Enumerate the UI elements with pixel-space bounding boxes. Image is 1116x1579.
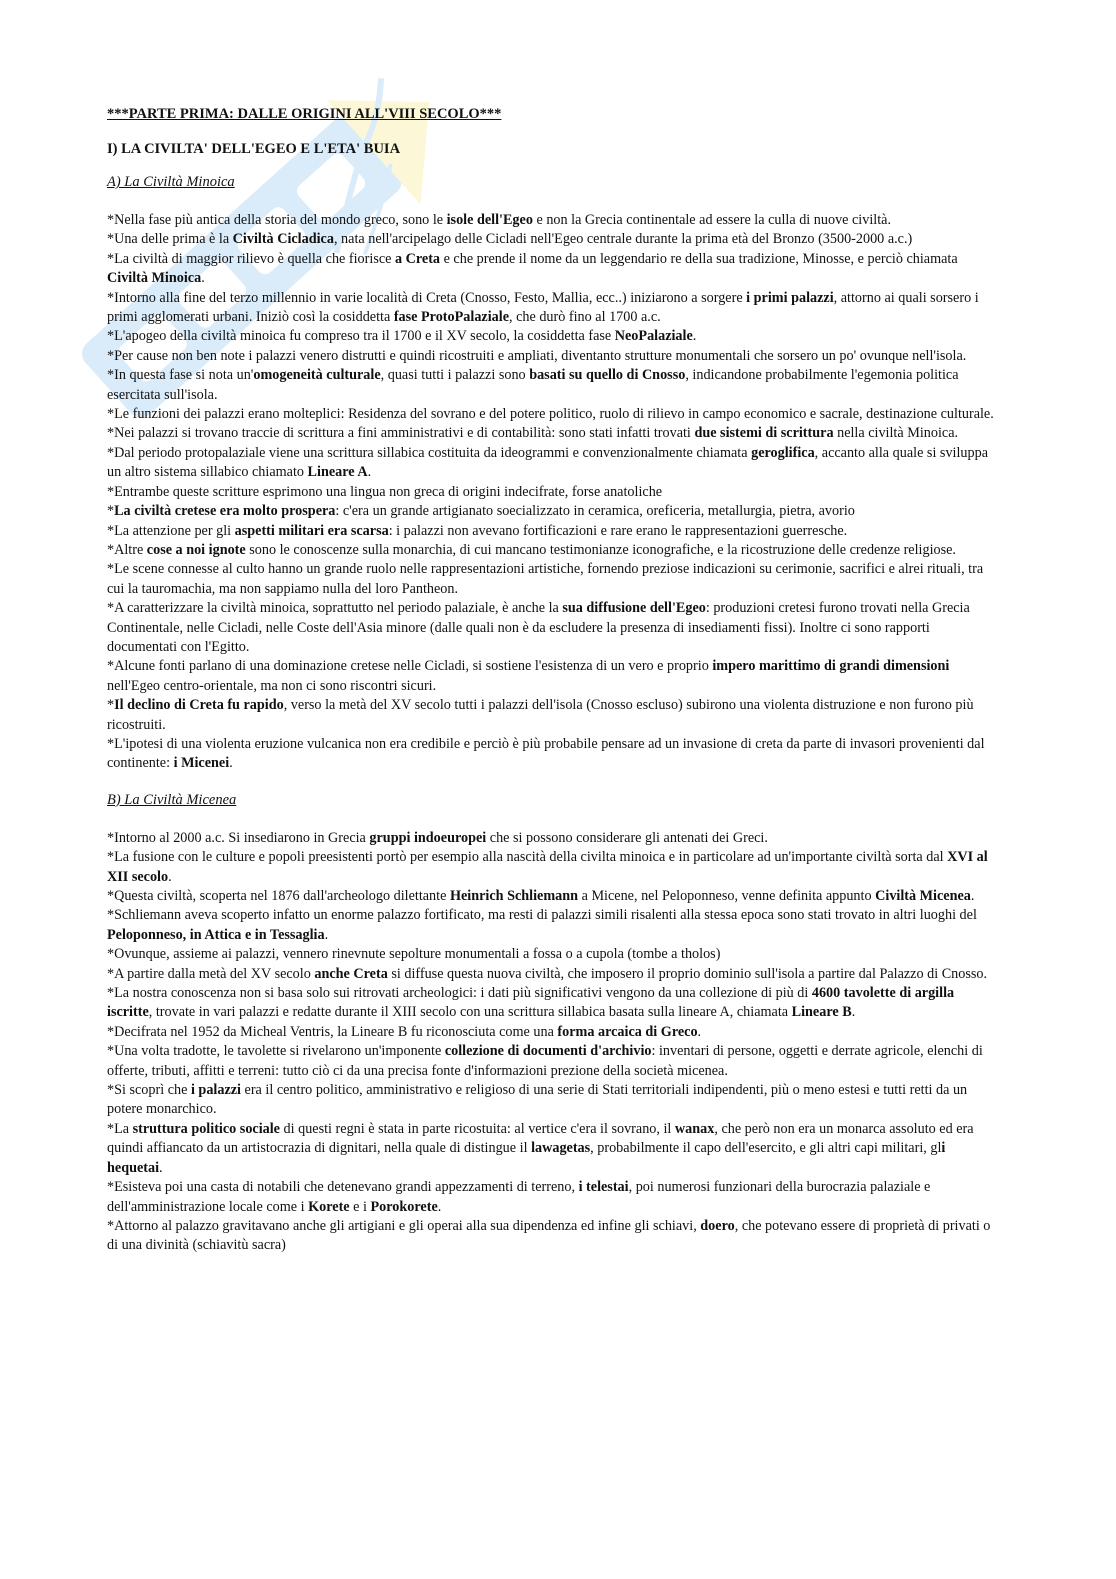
paragraph: *Altre cose a noi ignote sono le conoscenze sulla monarchia, di cui mancano testimonianze iconografiche, e la ricostruzione delle credenze religiose. — [107, 541, 956, 558]
bold-term: NeoPalaziale — [614, 328, 693, 345]
bold-term: cose a noi ignote — [146, 541, 246, 558]
paragraph: *La struttura politico sociale di questi regni è stata in parte ricostuita: al vertice c'era il sovrano, il wanax, che però non era un monarca assoluto ed era quindi affiancato da un artistocrazia di dignitari, nella quale di distingue il lawagetas, probabilmente il capo dell'esercito, e gli altri capi militari, gli hequetai. — [107, 1120, 974, 1176]
bold-term: gruppi indoeuropei — [369, 829, 487, 846]
bold-term: 4600 tavolette di argilla iscritte — [107, 985, 955, 1021]
paragraph: *Esisteva poi una casta di notabili che detenevano grandi appezzamenti di terreno, i telestai, poi numerosi funzionari della burocrazia palaziale e dell'amministrazione locale come i Korete e i Porokorete. — [107, 1179, 931, 1215]
paragraph: *La fusione con le culture e popoli preesistenti portò per esempio alla nascità della civilta minoica e in particolare ad un'importante civiltà sorta dal XVI al XII secolo. — [107, 849, 988, 885]
part-title: ***PARTE PRIMA: DALLE ORIGINI ALL'VIII SECOLO*** — [107, 106, 502, 122]
paragraph: *A partire dalla metà del XV secolo anche Creta si diffuse questa nuova civiltà, che imposero il proprio dominio sull'isola a partire dal Palazzo di Cnosso. — [107, 965, 988, 982]
bold-term: sua diffusione dell'Egeo — [562, 600, 706, 617]
paragraph: *Il declino di Creta fu rapido, verso la metà del XV secolo tutti i palazzi dell'isola (Cnosso escluso) subirono una violenta distruzione e non furono più ricostruiti. — [107, 697, 974, 733]
paragraph: *Intorno alla fine del terzo millennio in varie località di Creta (Cnosso, Festo, Mallia, ecc..) iniziarono a sorgere i primi palazzi, attorno ai quali sorsero i primi agglomerati urbani. Iniziò così la cosiddetta fase ProtoPalaziale, che durò fino al 1700 a.c. — [107, 289, 979, 326]
bold-term: impero marittimo di grandi dimensioni — [712, 658, 950, 675]
document-page — [107, 106, 997, 1256]
bold-term: XVI al XII secolo — [107, 849, 988, 885]
paragraph: *In questa fase si nota un'omogeneità culturale, quasi tutti i palazzi sono basati su quello di Cnosso, indicandone probabilmente l'egemonia politica esercitata sull'isola. — [107, 367, 959, 403]
bold-term: omogeneità culturale — [253, 367, 381, 384]
bold-term: i primi palazzi — [746, 289, 834, 306]
paragraph: *Intorno al 2000 a.c. Si insediarono in Grecia gruppi indoeuropei che si possono considerare gli antenati dei Greci. — [107, 829, 768, 846]
paragraph: *Nei palazzi si trovano traccie di scrittura a fini amministrativi e di contabilità: sono stati infatti trovati due sistemi di scrittura nella civiltà Minoica. — [107, 425, 959, 442]
bold-term: i palazzi — [190, 1082, 241, 1099]
bold-term: Porokorete — [370, 1198, 438, 1215]
paragraph: *Le funzioni dei palazzi erano molteplici: Residenza del sovrano e del potere politico, ruolo di rilievo in campo economico e sacrale, destinazione culturale. — [107, 406, 994, 423]
section-heading: B) La Civiltà Micenea — [107, 791, 237, 808]
bold-term: fase ProtoPalaziale — [393, 309, 509, 326]
paragraph: *Nella fase più antica della storia del mondo greco, sono le isole dell'Egeo e non la Grecia continentale ad essere la culla di nuove civiltà. — [107, 212, 892, 228]
paragraph: *L'ipotesi di una violenta eruzione vulcanica non era credibile e perciò è più probabile pensare ad un invasione di creta da parte di invasori provenienti dal continente: i Micenei. — [107, 735, 985, 772]
bold-term: basati su quello di Cnosso — [529, 367, 686, 384]
paragraph: *Le scene connesse al culto hanno un grande ruolo nelle rappresentazioni artistiche, fornendo preziose indicazioni su cerimonie, sacrifici e alrei rituali, tra cui la tauromachia, ma non sappiamo nulla del loro Pantheon. — [107, 561, 984, 597]
paragraph: *Schliemann aveva scoperto infatto un enorme palazzo fortificato, ma resti di palazzi simili risalenti alla stessa epoca sono stati trovato in altri luoghi del Peloponneso, in Attica e in Tessaglia. — [107, 907, 977, 943]
paragraph: *Una delle prima è la Civiltà Cicladica, nata nell'arcipelago delle Cicladi nell'Egeo centrale durante la prima età del Bronzo (3500-2000 a.c.) — [107, 231, 913, 248]
bold-term: isole dell'Egeo — [446, 212, 533, 228]
bold-term: Lineare B — [791, 1004, 852, 1021]
paragraph: *Attorno al palazzo gravitavano anche gli artigiani e gli operai alla sua dipendenza ed infine gli schiavi, doero, che potevano essere di proprietà di privati o di una divinità (schiavitù sacra) — [107, 1217, 991, 1254]
paragraph: *L'apogeo della civiltà minoica fu compreso tra il 1700 e il XV secolo, la cosiddetta fase NeoPalaziale. — [107, 328, 697, 345]
paragraph: *Decifrata nel 1952 da Micheal Ventris, la Lineare B fu riconosciuta come una forma arcaica di Greco. — [107, 1023, 702, 1040]
chapter-title: I) LA CIVILTA' DELL'EGEO E L'ETA' BUIA — [107, 141, 401, 157]
bold-term: Civiltà Micenea — [875, 888, 971, 904]
bold-term: a Creta — [394, 250, 441, 267]
paragraph: *La civiltà cretese era molto prospera: c'era un grande artigianato soecializzato in ceramica, oreficeria, metallurgia, pietra, avorio — [107, 503, 855, 520]
bold-term: Heinrich Schliemann — [449, 888, 579, 904]
bold-term: struttura politico sociale — [132, 1120, 280, 1137]
bold-term: i Micenei — [173, 755, 230, 772]
bold-term: i hequetai — [107, 1140, 946, 1176]
bold-term: collezione di documenti d'archivio — [444, 1043, 652, 1060]
bold-term: La civiltà cretese era molto prospera — [114, 503, 336, 520]
paragraph: *Dal periodo protopalaziale viene una scrittura sillabica costituita da ideogrammi e convenzionalmente chiamata geroglifica, accanto alla quale si sviluppa un altro sistema sillabico chiamato Lineare A. — [107, 444, 989, 481]
paragraph: *La attenzione per gli aspetti militari era scarsa: i palazzi non avevano fortificazioni e rare erano le rappresentazioni guerresche. — [107, 522, 848, 539]
bold-term: Civiltà Minoica — [107, 270, 202, 287]
bold-term: geroglifica — [751, 444, 815, 461]
sections-container — [107, 174, 997, 1256]
paragraph: *Una volta tradotte, le tavolette si rivelarono un'imponente collezione di documenti d'archivio: inventari di persone, oggetti e derrate agricole, elenchi di offerte, tributi, affitti e terreni: tutto ciò ci da una precisa fonte d'informazioni prezione della società micenea. — [107, 1043, 983, 1079]
bold-term: forma arcaica di Greco — [557, 1023, 698, 1040]
bold-term: Peloponneso, in Attica e in Tessaglia — [107, 926, 325, 943]
bold-term: Civiltà Cicladica — [232, 231, 334, 248]
paragraph: *Per cause non ben note i palazzi venero distrutti e quindi ricostruiti e ampliati, diventanto strutture monumentali che sorsero un po' ovunque nell'isola. — [107, 347, 967, 364]
bold-term: wanax — [674, 1120, 715, 1137]
bold-term: aspetti militari era scarsa — [234, 522, 389, 539]
bold-term: Il declino di Creta fu rapido — [114, 697, 284, 714]
bold-term: doero — [700, 1217, 735, 1234]
section-heading: A) La Civiltà Minoica — [107, 174, 235, 190]
bold-term: Korete — [308, 1198, 350, 1215]
bold-term: i telestai — [578, 1179, 629, 1196]
paragraph: *La nostra conoscenza non si basa solo sui ritrovati archeologici: i dati più significativi vengono da una collezione di più di 4600 tavolette di argilla iscritte, trovate in vari palazzi e redatte durante il XIII secolo con una scrittura sillabica basata sulla lineare A, chiamata Lineare B. — [107, 985, 955, 1021]
bold-term: Lineare A — [307, 464, 368, 481]
bold-term: lawagetas — [531, 1140, 591, 1157]
bold-term: due sistemi di scrittura — [694, 425, 834, 442]
paragraph: *Si scoprì che i palazzi era il centro politico, amministrativo e religioso di una serie di Stati territoriali indipendenti, più o meno estesi e tutti retti da un potere monarchico. — [107, 1082, 968, 1118]
paragraph: *Entrambe queste scritture esprimono una lingua non greca di origini indecifrate, forse anatoliche — [107, 483, 663, 500]
paragraph: *Alcune fonti parlano di una dominazione cretese nelle Cicladi, si sostiene l'esistenza di un vero e proprio impero marittimo di grandi dimensioni nell'Egeo centro-orientale, ma non ci sono riscontri sicuri. — [107, 658, 950, 694]
paragraph: *Questa civiltà, scoperta nel 1876 dall'archeologo dilettante Heinrich Schliemann a Micene, nel Peloponneso, venne definita appunto Civiltà Micenea. — [107, 888, 975, 904]
bold-term: anche Creta — [314, 965, 388, 982]
paragraph: *A caratterizzare la civiltà minoica, soprattutto nel periodo palaziale, è anche la sua diffusione dell'Egeo: produzioni cretesi furono trovati nella Grecia Continentale, nelle Cicladi, nelle Coste dell'Asia minore (dalle quali non è da escludere la presenza di insediamenti fissi). Inoltre ci sono rapporti documentati con l'Egitto. — [107, 600, 970, 655]
paragraph: *Ovunque, assieme ai palazzi, vennero rinevnute sepolture monumentali a fossa o a cupola (tombe a tholos) — [107, 946, 721, 963]
paragraph: *La civiltà di maggior rilievo è quella che fiorisce a Creta e che prende il nome da un leggendario re della sua tradizione, Minosse, e perciò chiamata Civiltà Minoica. — [107, 250, 958, 287]
